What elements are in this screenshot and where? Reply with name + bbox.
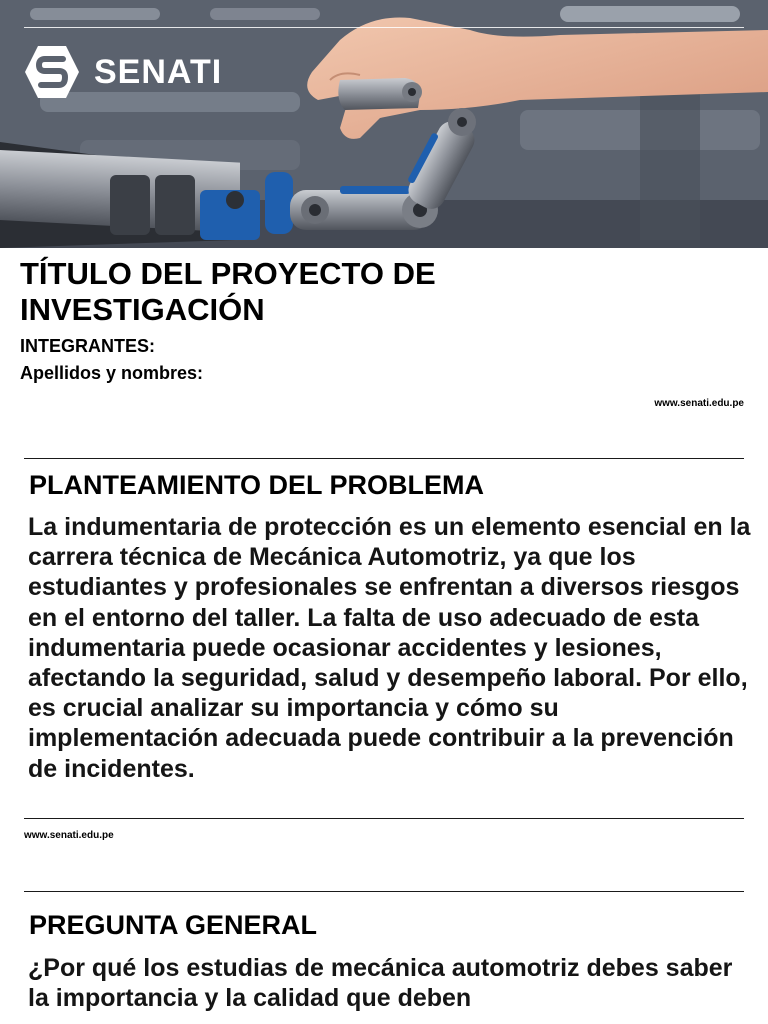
question-heading: PREGUNTA GENERAL <box>29 910 318 940</box>
header-top-rule <box>24 27 744 28</box>
brand-wordmark: SENATI <box>94 52 223 91</box>
problem-heading: PLANTEAMIENTO DEL PROBLEMA <box>29 470 485 500</box>
faint-watermark <box>660 826 740 842</box>
robot-arm-and-human-hand-icon <box>0 0 768 248</box>
question-body: ¿Por qué los estudias de mecánica automotriz debes saber la importancia y la calidad que deben <box>28 954 733 1013</box>
members-label: INTEGRANTES: <box>20 336 155 356</box>
problem-body: La indumentaria de protección es un elemento esencial en la carrera técnica de Mecánica Automotriz, ya que los estudiantes y profesionales se enfrentan a diversos riesgos en el entorno del taller. La falta de uso adecuado de esta indumentaria puede ocasionar accidentes y lesiones, afectando la seguridad, salud y desempeño laboral. Por ello, es crucial analizar su importancia y cómo su implementación adecuada puede contribuir a la prevención de incidentes. <box>28 513 751 783</box>
hero-banner <box>0 0 768 248</box>
senati-logo[interactable] <box>24 44 222 100</box>
names-label: Apellidos y nombres: <box>20 363 204 383</box>
section-divider <box>24 458 744 459</box>
section-divider <box>24 891 744 892</box>
website-link[interactable]: www.senati.edu.pe <box>654 398 744 409</box>
senati-logo-icon <box>24 45 80 99</box>
footer-website-link[interactable]: www.senati.edu.pe <box>24 830 114 841</box>
project-title: TÍTULO DEL PROYECTO DE INVESTIGACIÓN <box>20 256 436 327</box>
page-footer-rule <box>24 818 744 819</box>
